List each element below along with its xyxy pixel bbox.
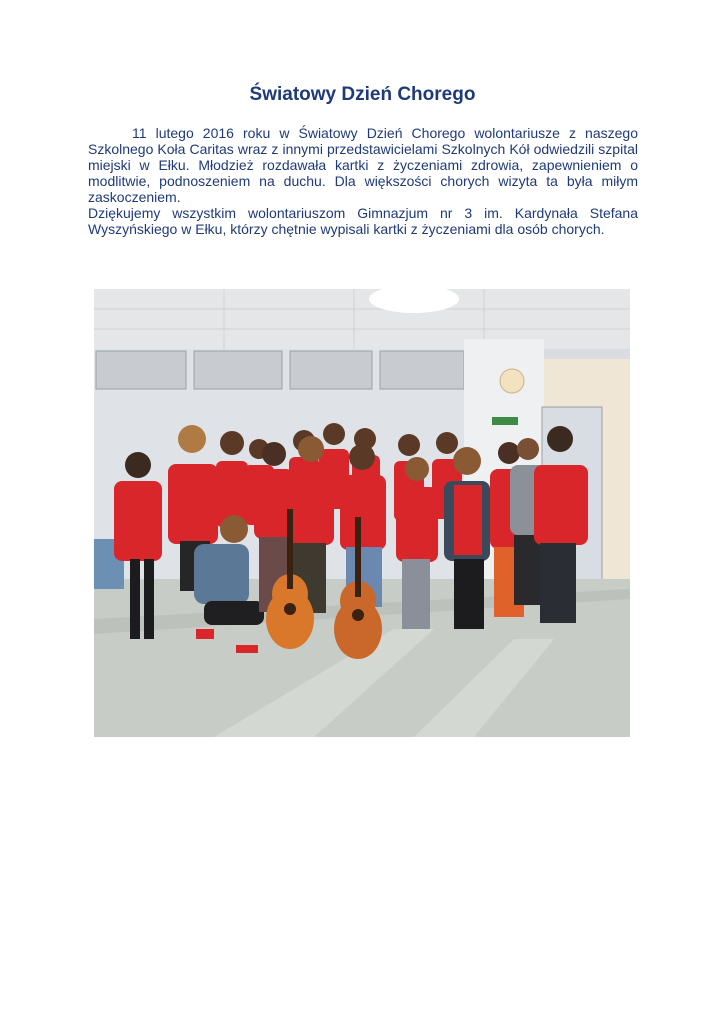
page-title: Światowy Dzień Chorego: [249, 84, 476, 105]
paragraph-2: Dziękujemy wszystkim wolontariuszom Gimnazjum nr 3 im. Kardynała Stefana Wyszyńskiego w Ełku, którzy chętnie wypisali kartki z życzeniami dla osób chorych.: [88, 205, 638, 237]
paragraph-1: 11 lutego 2016 roku w Światowy Dzień Chorego wolontariusze z naszego Szkolnego Koła Caritas wraz z innymi przedstawicielami Szkolnych Kół odwiedzili szpital miejski w Ełku. Młodzież rozdawała kartki z życzeniami zdrowia, zapewnieniem o modlitwie, podnoszeniem na duchu. Dla większości chorych wizyta ta była miłym zaskoczeniem.: [88, 125, 638, 205]
group-photo: [94, 289, 630, 737]
article-body: [88, 125, 638, 237]
